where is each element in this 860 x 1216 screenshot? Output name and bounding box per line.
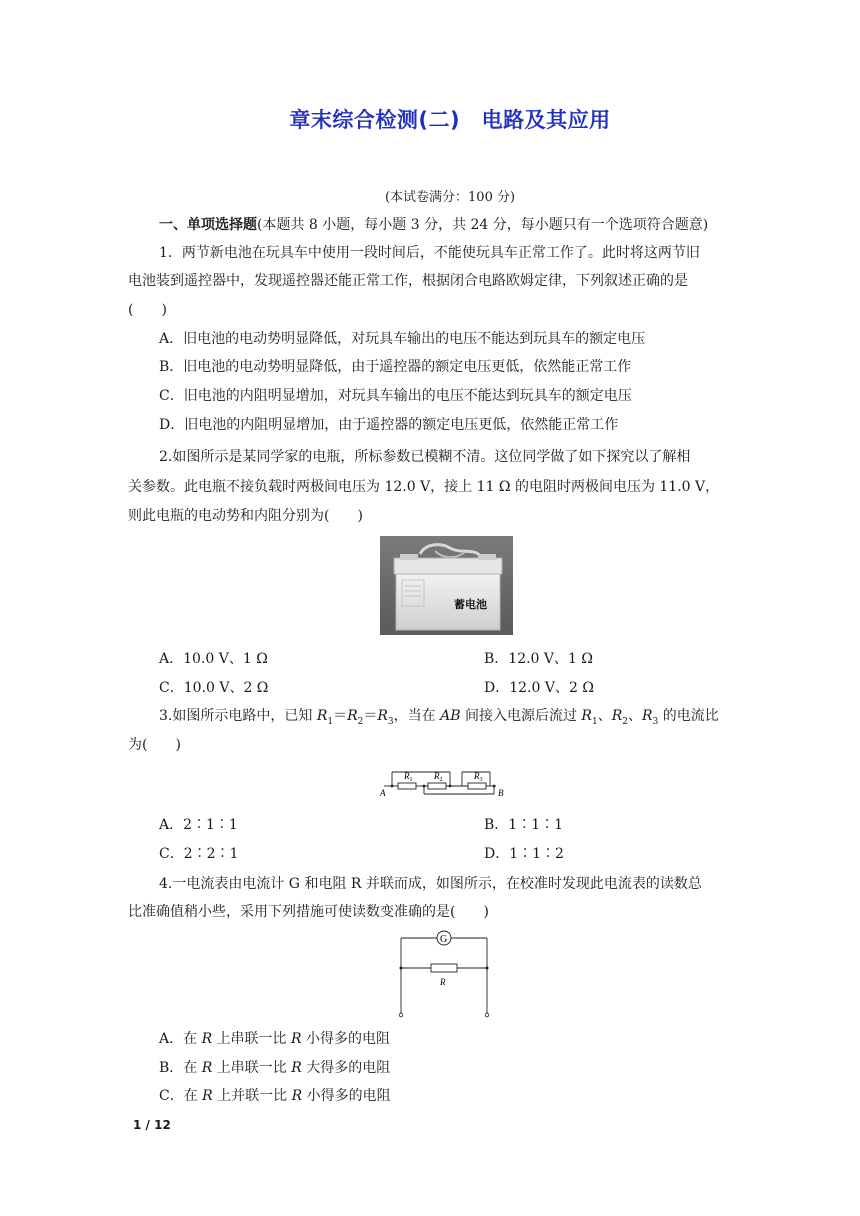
q3-line1 [159, 707, 719, 731]
series-circuit-diagram [378, 764, 513, 800]
q3-eq1: ＝ [333, 708, 348, 724]
label-r3: $R_3$ [474, 771, 483, 783]
label-g: G [440, 934, 448, 945]
ammeter-circuit-diagram [395, 926, 493, 1022]
q3-option-a: A．2∶1∶1 [159, 817, 238, 833]
q3-sep1: 、 [597, 708, 612, 724]
q3-r2: R [347, 708, 358, 724]
q3-s2b: 2 [622, 716, 628, 727]
q3-s3b: 3 [652, 716, 659, 727]
section-title: 一、单项选择题 [159, 217, 257, 233]
q3-text-b: ，当在 [393, 708, 441, 724]
q4-option-a: A．在 R 上串联一比 R 小得多的电阻 [159, 1031, 391, 1047]
q3-r1b: R [581, 708, 592, 724]
q1-option-a: A．旧电池的电动势明显降低，对玩具车输出的电压不能达到玩具车的额定电压 [159, 331, 646, 347]
q1-line1: 1．两节新电池在玩具车中使用一段时间后，不能使玩具车正常工作了。此时将这两节旧 [159, 245, 700, 261]
label-b: B [498, 788, 504, 798]
q1-line2: 电池装到遥控器中，发现遥控器还能正常工作，根据闭合电路欧姆定律，下列叙述正确的是 [128, 273, 688, 289]
section-heading [159, 214, 708, 234]
q3-line2: 为( ) [128, 737, 181, 753]
section-note: (本题共 8 小题，每小题 3 分，共 24 分，每小题只有一个选项符合题意) [257, 217, 709, 233]
label-r: R [440, 977, 446, 987]
q4-option-c: C．在 R 上并联一比 R 小得多的电阻 [159, 1088, 391, 1104]
q3-s3: 3 [387, 716, 394, 727]
q1-option-d: D．旧电池的内阻明显增加，由于遥控器的额定电压更低，依然能正常工作 [159, 417, 619, 433]
q2-line2: 关参数。此电瓶不接负载时两极间电压为 12.0 V，接上 11 Ω 的电阻时两极间电压为 11.0 V， [128, 479, 720, 495]
q3-r2b: R [611, 708, 623, 724]
q4-line1: 4.一电流表由电流计 G 和电阻 R 并联而成，如图所示，在校准时发现此电流表的读数总 [159, 876, 702, 892]
label-a: A [380, 788, 386, 798]
q3-r3b: R [641, 708, 653, 724]
q3-option-c: C．2∶2∶1 [159, 846, 239, 862]
q2-option-d: D．12.0 V、2 Ω [484, 680, 594, 696]
q3-s1b: 1 [591, 716, 598, 727]
q3-sep2: 、 [627, 708, 642, 724]
q2-option-c: C．10.0 V、2 Ω [159, 680, 269, 696]
q3-option-d: D．1∶1∶2 [484, 846, 564, 862]
q3-r3: R [377, 708, 388, 724]
q2-option-a: A．10.0 V、1 Ω [159, 651, 268, 667]
page-number: 1 / 12 [133, 1118, 171, 1132]
q3-text-a: 3.如图所示电路中，已知 [159, 708, 317, 724]
label-r2: $R_2$ [434, 771, 443, 783]
q3-text-d: 的电流比 [658, 708, 719, 724]
q1-line3: ( ) [128, 302, 167, 318]
q3-s1: 1 [327, 716, 334, 727]
q2-line3: 则此电瓶的电动势和内阻分别为( ) [128, 508, 363, 524]
score-note: (本试卷满分：100 分) [384, 190, 516, 205]
page-title: 章末综合检测(二) 电路及其应用 [289, 108, 611, 132]
q3-r1: R [316, 708, 328, 724]
label-r1: $R_1$ [404, 771, 413, 783]
q3-s2: 2 [357, 716, 364, 727]
q4-line2: 比准确值稍小些，采用下列措施可使读数变准确的是( ) [128, 904, 489, 920]
q3-ab: AB [440, 708, 461, 724]
q2-line1: 2.如图所示是某同学家的电瓶，所标参数已模糊不清。这位同学做了如下探究以了解相 [159, 449, 691, 465]
q3-text-c: 间接入电源后流过 [460, 708, 582, 724]
q1-option-c: C．旧电池的内阻明显增加，对玩具车输出的电压不能达到玩具车的额定电压 [159, 388, 632, 404]
q3-option-b: B．1∶1∶1 [484, 817, 564, 833]
battery-photo [380, 536, 513, 635]
battery-label: 蓄电池 [454, 599, 487, 611]
q1-option-b: B．旧电池的电动势明显降低，由于遥控器的额定电压更低，依然能正常工作 [159, 359, 632, 375]
q2-option-b: B．12.0 V、1 Ω [484, 651, 593, 667]
q3-eq2: ＝ [363, 708, 378, 724]
q4-option-b: B．在 R 上串联一比 R 大得多的电阻 [159, 1060, 391, 1076]
